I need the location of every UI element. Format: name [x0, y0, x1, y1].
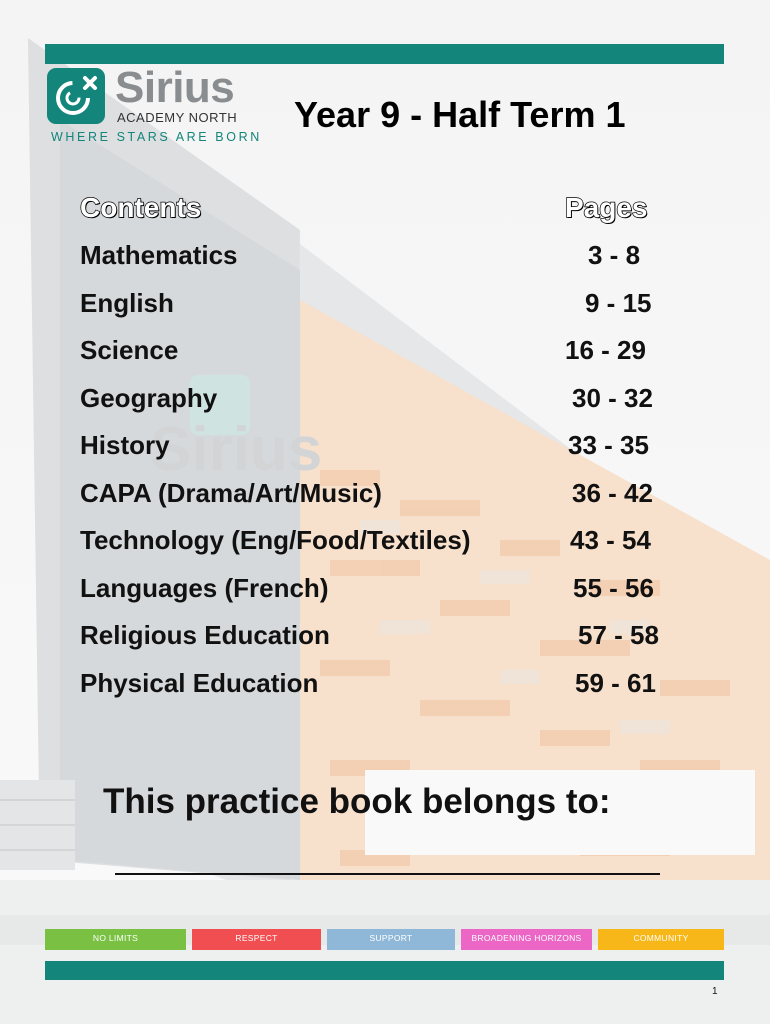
- logo-tagline: WHERE STARS ARE BORN: [51, 130, 262, 144]
- list-item: [80, 573, 700, 621]
- list-item: [80, 383, 700, 431]
- page-range: 16 - 29: [565, 335, 646, 365]
- page-range: 33 - 35: [568, 430, 649, 460]
- pages-heading: Pages: [565, 192, 648, 223]
- school-values-strip: [45, 929, 725, 950]
- svg-text:Sirius: Sirius: [150, 415, 323, 484]
- value-support: SUPPORT: [327, 929, 455, 950]
- subject-name: Technology (Eng/Food/Textiles): [80, 525, 471, 555]
- list-item: [80, 478, 700, 526]
- belongs-to-label: This practice book belongs to:: [103, 782, 611, 821]
- list-item: [80, 335, 700, 383]
- subject-name: Religious Education: [80, 620, 330, 650]
- star-logo-icon: [47, 68, 105, 124]
- list-item: [80, 668, 700, 716]
- list-item: [80, 288, 700, 336]
- subject-name: CAPA (Drama/Art/Music): [80, 477, 382, 508]
- school-logo: [45, 64, 265, 148]
- footer-bar: [45, 961, 724, 980]
- list-item: [80, 430, 700, 478]
- page-range: 57 - 58: [578, 620, 659, 650]
- page-range: 30 - 32: [572, 382, 653, 413]
- contents-header: [80, 192, 700, 228]
- list-item: [80, 525, 700, 573]
- list-item: [80, 620, 700, 668]
- subject-name: Languages (French): [80, 572, 329, 603]
- logo-name: Sirius: [115, 63, 235, 112]
- value-broadening-horizons: BROADENING HORIZONS: [461, 929, 592, 950]
- page-title: Year 9 - Half Term 1: [294, 94, 626, 135]
- page-number: 1: [712, 986, 718, 997]
- contents-table: [80, 192, 700, 715]
- page-range: 3 - 8: [588, 240, 641, 270]
- subject-name: Physical Education: [80, 667, 319, 698]
- header-bar: [45, 44, 724, 64]
- page-range: 59 - 61: [575, 667, 656, 698]
- subject-name: Science: [80, 335, 179, 365]
- value-no-limits: NO LIMITS: [45, 929, 186, 950]
- subject-name: Mathematics: [80, 240, 238, 270]
- name-write-line: [115, 873, 660, 875]
- page-range: 36 - 42: [572, 477, 653, 508]
- page-range: 9 - 15: [585, 287, 652, 318]
- page-range: 43 - 54: [570, 525, 651, 555]
- logo-subtitle: ACADEMY NORTH: [117, 110, 238, 125]
- list-item: [80, 240, 700, 288]
- value-community: COMMUNITY: [598, 929, 724, 950]
- contents-heading: Contents: [80, 192, 202, 223]
- subject-name: English: [80, 287, 174, 318]
- page-range: 55 - 56: [573, 572, 654, 603]
- subject-name: History: [80, 430, 170, 460]
- value-respect: RESPECT: [192, 929, 321, 950]
- subject-name: Geography: [80, 382, 218, 413]
